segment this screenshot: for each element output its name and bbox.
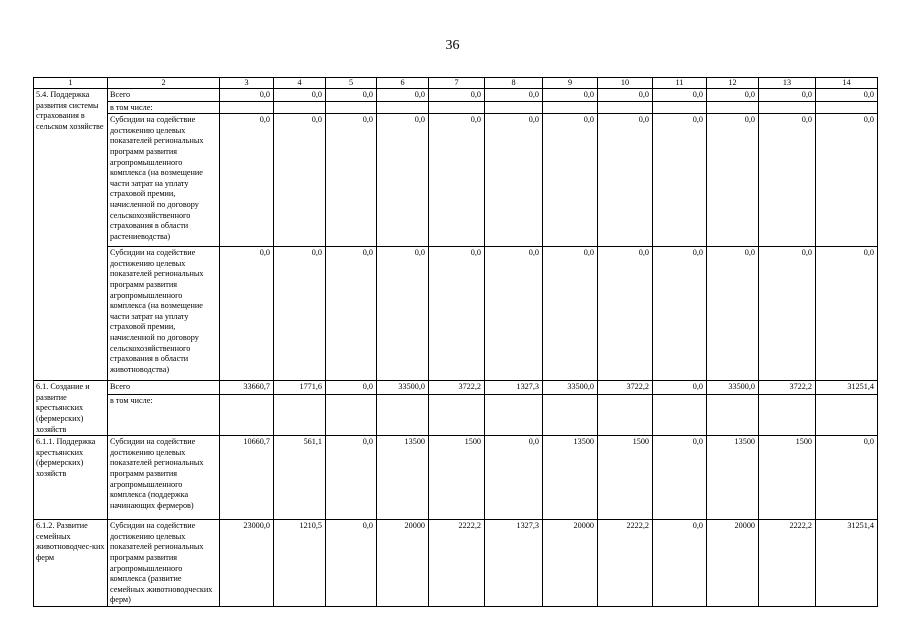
value-cell-col-7: 1500 bbox=[429, 436, 485, 520]
value-cell-col-8: 1327,3 bbox=[485, 381, 543, 395]
funding-source-cell: Субсидии на содействие достижению целевых показателей региональных программ развития агропромышленного комплекса (развитие семейных животноводческих ферм) bbox=[108, 520, 220, 607]
value-cell-col-4 bbox=[274, 101, 326, 114]
value-cell-col-14: 31251,4 bbox=[816, 381, 878, 395]
table-row bbox=[34, 101, 878, 114]
funding-source-cell: в том числе: bbox=[108, 101, 220, 114]
column-header-2: 2 bbox=[108, 78, 220, 89]
funding-source-cell: Субсидии на содействие достижению целевых показателей региональных программ развития агропромышленного комплекса (на возмещение части затрат на уплату страховой премии, начисленной по договору сельскохозяйственного страхования в области животноводства) bbox=[108, 247, 220, 381]
value-cell-col-7: 3722,2 bbox=[429, 381, 485, 395]
value-cell-col-14: 31251,4 bbox=[816, 520, 878, 607]
budget-table bbox=[33, 77, 878, 607]
column-header-3: 3 bbox=[220, 78, 274, 89]
value-cell-col-7: 0,0 bbox=[429, 114, 485, 247]
value-cell-col-11 bbox=[653, 395, 707, 436]
value-cell-col-11: 0,0 bbox=[653, 381, 707, 395]
value-cell-col-8: 0,0 bbox=[485, 247, 543, 381]
section-name-cell: 6.1.2. Развитие семейных животноводчес-ких ферм bbox=[34, 520, 108, 607]
value-cell-col-7 bbox=[429, 101, 485, 114]
value-cell-col-7: 2222,2 bbox=[429, 520, 485, 607]
table-row bbox=[34, 381, 878, 395]
value-cell-col-9: 20000 bbox=[543, 520, 598, 607]
value-cell-col-14 bbox=[816, 395, 878, 436]
value-cell-col-7: 0,0 bbox=[429, 247, 485, 381]
column-header-7: 7 bbox=[429, 78, 485, 89]
value-cell-col-4 bbox=[274, 395, 326, 436]
value-cell-col-5: 0,0 bbox=[326, 520, 377, 607]
value-cell-col-12: 0,0 bbox=[707, 247, 759, 381]
value-cell-col-9 bbox=[543, 395, 598, 436]
value-cell-col-3 bbox=[220, 101, 274, 114]
value-cell-col-6: 0,0 bbox=[377, 114, 429, 247]
value-cell-col-12: 0,0 bbox=[707, 89, 759, 102]
value-cell-col-11 bbox=[653, 101, 707, 114]
value-cell-col-4: 1210,5 bbox=[274, 520, 326, 607]
value-cell-col-8 bbox=[485, 101, 543, 114]
value-cell-col-13: 3722,2 bbox=[759, 381, 816, 395]
value-cell-col-10: 0,0 bbox=[598, 114, 653, 247]
value-cell-col-14: 0,0 bbox=[816, 436, 878, 520]
column-header-11: 11 bbox=[653, 78, 707, 89]
value-cell-col-10 bbox=[598, 395, 653, 436]
value-cell-col-11: 0,0 bbox=[653, 114, 707, 247]
funding-source-cell: Субсидии на содействие достижению целевых показателей региональных программ развития агропромышленного комплекса (на возмещение части затрат на уплату страховой премии, начисленной по договору сельскохозяйственного страхования в области растениеводства) bbox=[108, 114, 220, 247]
value-cell-col-3: 10660,7 bbox=[220, 436, 274, 520]
value-cell-col-11: 0,0 bbox=[653, 520, 707, 607]
value-cell-col-5: 0,0 bbox=[326, 436, 377, 520]
value-cell-col-11: 0,0 bbox=[653, 247, 707, 381]
column-header-8: 8 bbox=[485, 78, 543, 89]
section-name-cell: 6.1.1. Поддержка крестьянских (фермерских) хозяйств bbox=[34, 436, 108, 520]
funding-source-cell: Всего bbox=[108, 381, 220, 395]
value-cell-col-8: 1327,3 bbox=[485, 520, 543, 607]
table-header-row bbox=[34, 78, 878, 89]
value-cell-col-5 bbox=[326, 101, 377, 114]
value-cell-col-3: 0,0 bbox=[220, 247, 274, 381]
value-cell-col-13: 0,0 bbox=[759, 114, 816, 247]
value-cell-col-10: 0,0 bbox=[598, 89, 653, 102]
value-cell-col-9: 0,0 bbox=[543, 247, 598, 381]
value-cell-col-3: 23000,0 bbox=[220, 520, 274, 607]
value-cell-col-3 bbox=[220, 395, 274, 436]
value-cell-col-13: 1500 bbox=[759, 436, 816, 520]
value-cell-col-4: 1771,6 bbox=[274, 381, 326, 395]
column-header-6: 6 bbox=[377, 78, 429, 89]
value-cell-col-6 bbox=[377, 101, 429, 114]
table-row bbox=[34, 395, 878, 436]
value-cell-col-14: 0,0 bbox=[816, 247, 878, 381]
value-cell-col-3: 0,0 bbox=[220, 89, 274, 102]
value-cell-col-6: 20000 bbox=[377, 520, 429, 607]
column-header-9: 9 bbox=[543, 78, 598, 89]
value-cell-col-5: 0,0 bbox=[326, 89, 377, 102]
value-cell-col-8 bbox=[485, 395, 543, 436]
value-cell-col-6 bbox=[377, 395, 429, 436]
value-cell-col-10 bbox=[598, 101, 653, 114]
value-cell-col-8: 0,0 bbox=[485, 89, 543, 102]
funding-source-cell: в том числе: bbox=[108, 395, 220, 436]
value-cell-col-5 bbox=[326, 395, 377, 436]
funding-source-cell: Субсидии на содействие достижению целевых показателей региональных программ развития агропромышленного комплекса (поддержка начинающих фермеров) bbox=[108, 436, 220, 520]
value-cell-col-3: 0,0 bbox=[220, 114, 274, 247]
column-header-13: 13 bbox=[759, 78, 816, 89]
value-cell-col-13: 0,0 bbox=[759, 89, 816, 102]
value-cell-col-5: 0,0 bbox=[326, 381, 377, 395]
value-cell-col-7: 0,0 bbox=[429, 89, 485, 102]
column-header-5: 5 bbox=[326, 78, 377, 89]
value-cell-col-12: 33500,0 bbox=[707, 381, 759, 395]
value-cell-col-3: 33660,7 bbox=[220, 381, 274, 395]
column-header-12: 12 bbox=[707, 78, 759, 89]
value-cell-col-10: 1500 bbox=[598, 436, 653, 520]
value-cell-col-10: 2222,2 bbox=[598, 520, 653, 607]
column-header-4: 4 bbox=[274, 78, 326, 89]
column-header-10: 10 bbox=[598, 78, 653, 89]
value-cell-col-6: 0,0 bbox=[377, 89, 429, 102]
table-row bbox=[34, 247, 878, 381]
value-cell-col-9: 0,0 bbox=[543, 114, 598, 247]
table-row bbox=[34, 89, 878, 102]
value-cell-col-5: 0,0 bbox=[326, 114, 377, 247]
section-name-cell: 6.1. Создание и развитие крестьянских (фермерских) хозяйств bbox=[34, 381, 108, 436]
value-cell-col-14: 0,0 bbox=[816, 89, 878, 102]
value-cell-col-9: 13500 bbox=[543, 436, 598, 520]
value-cell-col-9 bbox=[543, 101, 598, 114]
value-cell-col-4: 0,0 bbox=[274, 247, 326, 381]
table-row bbox=[34, 114, 878, 247]
table-row bbox=[34, 436, 878, 520]
value-cell-col-13 bbox=[759, 395, 816, 436]
value-cell-col-13 bbox=[759, 101, 816, 114]
value-cell-col-14: 0,0 bbox=[816, 114, 878, 247]
value-cell-col-8: 0,0 bbox=[485, 114, 543, 247]
value-cell-col-12 bbox=[707, 395, 759, 436]
value-cell-col-11: 0,0 bbox=[653, 436, 707, 520]
value-cell-col-13: 0,0 bbox=[759, 247, 816, 381]
value-cell-col-6: 33500,0 bbox=[377, 381, 429, 395]
column-header-1: 1 bbox=[34, 78, 108, 89]
value-cell-col-9: 0,0 bbox=[543, 89, 598, 102]
value-cell-col-12 bbox=[707, 101, 759, 114]
value-cell-col-12: 0,0 bbox=[707, 114, 759, 247]
value-cell-col-4: 0,0 bbox=[274, 89, 326, 102]
value-cell-col-11: 0,0 bbox=[653, 89, 707, 102]
value-cell-col-10: 3722,2 bbox=[598, 381, 653, 395]
value-cell-col-12: 20000 bbox=[707, 520, 759, 607]
value-cell-col-13: 2222,2 bbox=[759, 520, 816, 607]
section-name-cell: 5.4. Поддержка развития системы страхования в сельском хозяйстве bbox=[34, 89, 108, 381]
value-cell-col-7 bbox=[429, 395, 485, 436]
value-cell-col-14 bbox=[816, 101, 878, 114]
page-number: 36 bbox=[445, 38, 460, 53]
column-header-14: 14 bbox=[816, 78, 878, 89]
value-cell-col-12: 13500 bbox=[707, 436, 759, 520]
value-cell-col-6: 0,0 bbox=[377, 247, 429, 381]
funding-source-cell: Всего bbox=[108, 89, 220, 102]
value-cell-col-9: 33500,0 bbox=[543, 381, 598, 395]
value-cell-col-6: 13500 bbox=[377, 436, 429, 520]
value-cell-col-4: 0,0 bbox=[274, 114, 326, 247]
value-cell-col-5: 0,0 bbox=[326, 247, 377, 381]
value-cell-col-8: 0,0 bbox=[485, 436, 543, 520]
value-cell-col-10: 0,0 bbox=[598, 247, 653, 381]
value-cell-col-4: 561,1 bbox=[274, 436, 326, 520]
table-row bbox=[34, 520, 878, 607]
table-body bbox=[34, 78, 878, 607]
